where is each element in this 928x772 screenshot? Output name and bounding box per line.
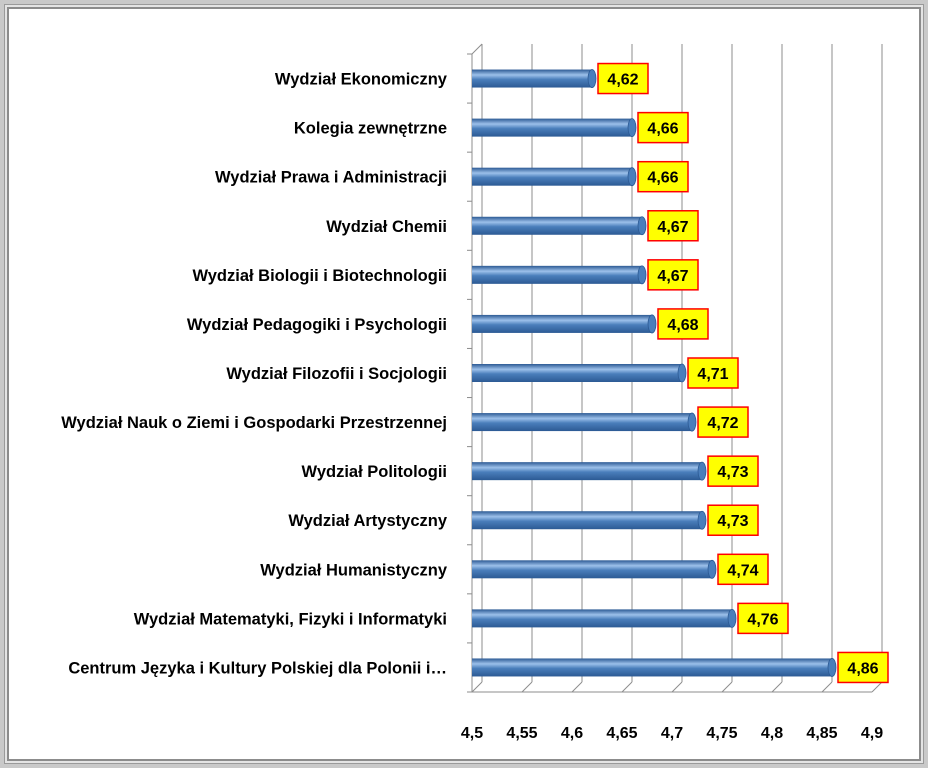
x-tick-label: 4,75 [706, 725, 738, 742]
y-axis-depth [472, 44, 482, 54]
bar [472, 217, 642, 235]
x-tick-label: 4,5 [460, 725, 484, 742]
category-label: Wydział Humanistyczny [260, 561, 447, 580]
x-tick-label: 4,65 [606, 725, 638, 742]
gridline-floor [822, 682, 832, 692]
x-tick-label: 4,85 [806, 725, 838, 742]
gridline-floor [872, 682, 882, 692]
x-tick-label: 4,7 [660, 725, 684, 742]
category-label: Wydział Politologii [301, 463, 447, 482]
gridline-floor [522, 682, 532, 692]
data-label: 4,62 [607, 71, 639, 89]
bar-end-cap [638, 266, 646, 284]
data-label: 4,72 [707, 415, 739, 433]
category-labels [61, 71, 448, 678]
gridline-floor [772, 682, 782, 692]
x-tick-label: 4,8 [760, 725, 784, 742]
bar-end-cap [688, 413, 696, 431]
bars [472, 70, 836, 677]
bar-end-cap [828, 658, 836, 676]
bar-end-cap [588, 70, 596, 88]
category-label: Centrum Języka i Kultury Polskiej dla Polonii i… [68, 659, 447, 678]
x-tick-labels [461, 725, 883, 742]
category-label: Wydział Chemii [326, 217, 447, 236]
category-label: Wydział Matematyki, Fizyki i Informatyki [133, 610, 447, 629]
bar-end-cap [698, 511, 706, 529]
bar [472, 70, 592, 88]
category-label: Wydział Nauk o Ziemi i Gospodarki Przestrzennej [61, 414, 447, 433]
x-tick-label: 4,9 [860, 725, 884, 742]
gridline-floor [722, 682, 732, 692]
bar [472, 462, 702, 480]
bar [472, 413, 692, 431]
bar-end-cap [628, 168, 636, 186]
bar [472, 168, 632, 186]
bar-end-cap [648, 315, 656, 333]
x-tick-label: 4,55 [506, 725, 538, 742]
bar-end-cap [728, 609, 736, 627]
gridline-floor [472, 682, 482, 692]
category-label: Wydział Artystyczny [288, 512, 447, 531]
bar [472, 560, 712, 578]
category-label: Wydział Ekonomiczny [274, 70, 447, 89]
gridline-floor [672, 682, 682, 692]
data-label: 4,73 [717, 513, 749, 531]
category-label: Wydział Biologii i Biotechnologii [192, 266, 447, 285]
bar-chart [4, 4, 928, 772]
bar [472, 511, 702, 529]
gridline-floor [572, 682, 582, 692]
bar-end-cap [708, 560, 716, 578]
data-label: 4,74 [727, 562, 759, 580]
category-label: Wydział Pedagogiki i Psychologii [186, 315, 447, 334]
category-label: Wydział Prawa i Administracji [215, 168, 447, 187]
data-label: 4,67 [657, 267, 689, 285]
data-label: 4,68 [667, 316, 699, 334]
bar [472, 266, 642, 284]
data-label: 4,67 [657, 218, 689, 236]
bar-end-cap [628, 119, 636, 137]
category-label: Kolegia zewnętrzne [293, 119, 447, 138]
data-label: 4,76 [747, 611, 779, 629]
bar [472, 364, 682, 382]
bar [472, 315, 652, 333]
gridline-floor [622, 682, 632, 692]
data-label: 4,86 [847, 660, 879, 678]
x-tick-label: 4,6 [560, 725, 584, 742]
data-label: 4,66 [647, 120, 679, 138]
bar-end-cap [678, 364, 686, 382]
bar [472, 658, 832, 676]
bar [472, 609, 732, 627]
bar-end-cap [638, 217, 646, 235]
data-label: 4,66 [647, 169, 679, 187]
category-label: Wydział Filozofii i Socjologii [226, 365, 447, 383]
data-label: 4,71 [697, 366, 729, 383]
data-label: 4,73 [717, 464, 749, 482]
bar-end-cap [698, 462, 706, 480]
bar [472, 119, 632, 137]
